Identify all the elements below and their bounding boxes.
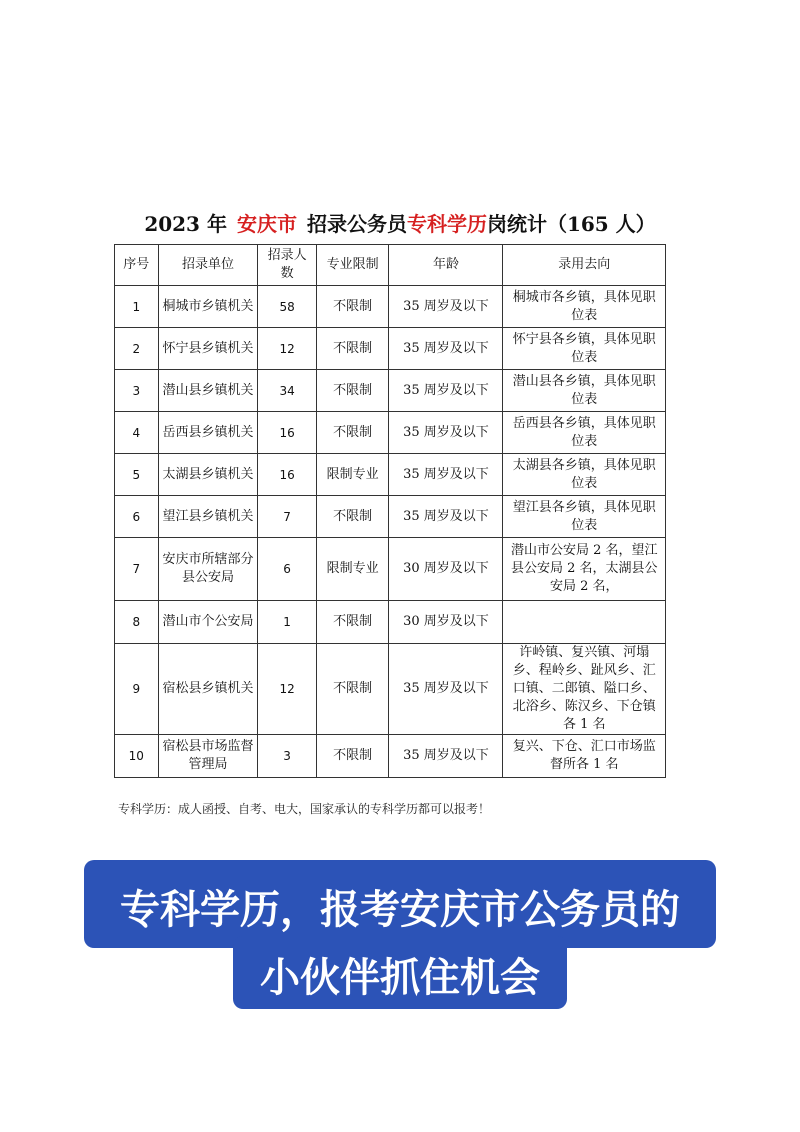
title-city: 安庆市 [236,212,297,236]
cell-destination: 潜山市公安局 2 名，望江县公安局 2 名，太湖县公安局 2 名， [503,538,666,601]
cell-major: 不限制 [316,412,389,454]
cell-index: 7 [115,538,159,601]
cell-index: 3 [115,370,159,412]
cell-count: 58 [258,286,317,328]
cell-major: 不限制 [316,286,389,328]
cell-index: 9 [115,644,159,735]
header-index: 序号 [115,245,159,286]
cell-age: 35 周岁及以下 [389,454,503,496]
cell-destination: 复兴、下仓、汇口市场监督所各 1 名 [503,735,666,778]
table-row [115,496,666,538]
cell-major: 限制专业 [316,538,389,601]
cell-count: 16 [258,412,317,454]
header-destination: 录用去向 [503,245,666,286]
cell-unit: 潜山市个公安局 [158,601,258,644]
banner-line2: 小伙伴抓住机会 [260,955,540,1001]
cell-index: 5 [115,454,159,496]
cell-unit: 太湖县乡镇机关 [158,454,258,496]
banner-line1-box [84,860,716,948]
table-row [115,412,666,454]
cell-unit: 怀宁县乡镇机关 [158,328,258,370]
cell-index: 6 [115,496,159,538]
table-row [115,601,666,644]
table-header-row [115,245,666,286]
table-row [115,286,666,328]
title-mid: 招录公务员 [306,212,407,236]
cell-destination: 望江县各乡镇，具体见职位表 [503,496,666,538]
cell-count: 1 [258,601,317,644]
header-major: 专业限制 [316,245,389,286]
cell-count: 12 [258,328,317,370]
cell-age: 35 周岁及以下 [389,735,503,778]
table-row [115,538,666,601]
cell-destination: 潜山县各乡镇，具体见职位表 [503,370,666,412]
table-row [115,644,666,735]
recruitment-table [114,244,666,778]
cell-count: 3 [258,735,317,778]
cell-index: 2 [115,328,159,370]
cell-age: 30 周岁及以下 [389,601,503,644]
cell-count: 6 [258,538,317,601]
cell-unit: 宿松县乡镇机关 [158,644,258,735]
cell-count: 7 [258,496,317,538]
title-highlight: 专科学历 [406,212,487,236]
cell-unit: 潜山县乡镇机关 [158,370,258,412]
cell-destination: 太湖县各乡镇，具体见职位表 [503,454,666,496]
cell-major: 不限制 [316,601,389,644]
cell-index: 1 [115,286,159,328]
cell-unit: 安庆市所辖部分县公安局 [158,538,258,601]
header-unit: 招录单位 [158,245,258,286]
cell-major: 不限制 [316,328,389,370]
cell-unit: 望江县乡镇机关 [158,496,258,538]
table-row [115,735,666,778]
table-row [115,370,666,412]
cell-count: 16 [258,454,317,496]
cell-major: 限制专业 [316,454,389,496]
cell-age: 35 周岁及以下 [389,286,503,328]
header-age: 年龄 [389,245,503,286]
title-year: 2023 年 [144,212,227,236]
cell-index: 10 [115,735,159,778]
cell-major: 不限制 [316,370,389,412]
cell-destination: 许岭镇、复兴镇、河塌乡、程岭乡、趾风乡、汇口镇、二郎镇、隘口乡、北浴乡、陈汉乡、下仓镇各 1 名 [503,644,666,735]
cell-destination [503,601,666,644]
banner-line2-box [233,936,567,1009]
cell-major: 不限制 [316,644,389,735]
document-title [0,208,800,237]
cell-age: 35 周岁及以下 [389,644,503,735]
table-row [115,454,666,496]
cell-unit: 岳西县乡镇机关 [158,412,258,454]
cell-count: 12 [258,644,317,735]
cell-major: 不限制 [316,735,389,778]
footnote: 专科学历：成人函授、自考、电大，国家承认的专科学历都可以报考！ [118,802,491,816]
table-row [115,328,666,370]
cell-major: 不限制 [316,496,389,538]
title-tail: 岗统计（165 人） [486,212,656,236]
header-count: 招录人数 [258,245,317,286]
banner-line1: 专科学历，报考安庆市公务员的 [120,887,680,933]
cell-index: 4 [115,412,159,454]
cell-index: 8 [115,601,159,644]
cell-unit: 桐城市乡镇机关 [158,286,258,328]
cell-age: 35 周岁及以下 [389,328,503,370]
cell-count: 34 [258,370,317,412]
cell-age: 30 周岁及以下 [389,538,503,601]
cell-age: 35 周岁及以下 [389,496,503,538]
cell-age: 35 周岁及以下 [389,370,503,412]
cell-age: 35 周岁及以下 [389,412,503,454]
cell-destination: 岳西县各乡镇，具体见职位表 [503,412,666,454]
cell-destination: 桐城市各乡镇，具体见职位表 [503,286,666,328]
cell-unit: 宿松县市场监督管理局 [158,735,258,778]
cell-destination: 怀宁县各乡镇，具体见职位表 [503,328,666,370]
